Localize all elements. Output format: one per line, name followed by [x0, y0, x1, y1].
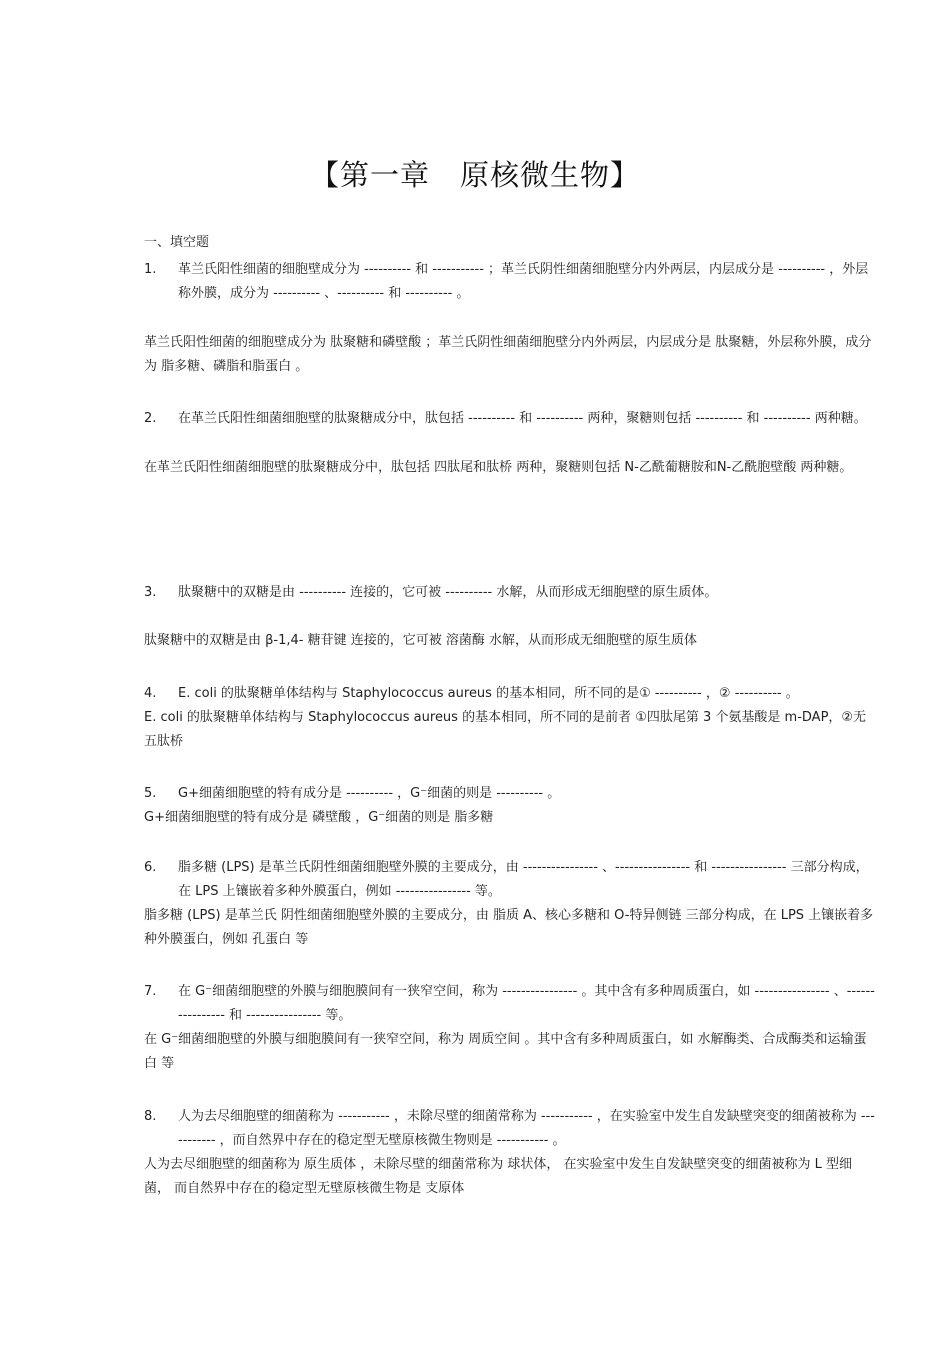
question-text: 脂多糖 (LPS) 是革兰氏阴性细菌细胞壁外膜的主要成分，由 ---------------- 、---------------- 和 ---------------- 三部分构成，在 LPS 上镶嵌着多种外膜蛋白，例如 ---------------- 等。: [178, 860, 869, 899]
question-block-6: [144, 856, 876, 952]
question-block-4: [144, 682, 876, 754]
question-block-2: [144, 407, 876, 480]
question-block-3: [144, 581, 876, 653]
answer-2: 在革兰氏阳性细菌细胞壁的肽聚糖成分中，肽包括 四肽尾和肽桥 两种，聚糖则包括 N-乙酰葡糖胺和N-乙酰胞壁酸 两种糖。: [144, 460, 853, 475]
answer-5: G+细菌细胞壁的特有成分是 磷壁酸 ，G⁻细菌的则是 脂多糖: [144, 810, 494, 825]
question-block-5: [144, 782, 876, 830]
question-block-8: [144, 1105, 876, 1201]
section-label: 一、填空题: [144, 235, 210, 250]
question-text: G+细菌细胞壁的特有成分是 ---------- ，G⁻细菌的则是 ---------- 。: [178, 786, 561, 801]
question-4: [144, 682, 876, 706]
question-3: [144, 581, 876, 605]
chapter-title: 【第一章 原核微生物】: [309, 158, 640, 192]
question-number: 6.: [144, 860, 157, 875]
question-6: [144, 856, 876, 904]
question-8: [144, 1105, 876, 1153]
question-5: [144, 782, 876, 806]
question-text: 革兰氏阳性细菌的细胞壁成分为 ---------- 和 ----------- ；革兰氏阴性细菌细胞壁分内外两层，内层成分是 ---------- ，外层称外膜，成分为 ---------- 、---------- 和 ---------- 。: [178, 262, 869, 301]
answer-1: 革兰氏阳性细菌的细胞壁成分为 肽聚糖和磷壁酸 ；革兰氏阴性细菌细胞壁分内外两层，内层成分是 肽聚糖，外层称外膜，成分为 脂多糖、磷脂和脂蛋白 。: [144, 335, 872, 374]
answer-8: 人为去尽细胞壁的细菌称为 原生质体 ，未除尽壁的细菌常称为 球状体， 在实验室中发生自发缺壁突变的细菌被称为 L 型细菌， 而自然界中存在的稳定型无壁原核微生物是 支原体: [144, 1157, 853, 1196]
question-text: 人为去尽细胞壁的细菌称为 ----------- ，未除尽壁的细菌常称为 ----------- ，在实验室中发生自发缺壁突变的细菌被称为 ----------- ，而自然界中存在的稳定型无壁原核微生物则是 ----------- 。: [178, 1109, 875, 1148]
question-text: 肽聚糖中的双糖是由 ---------- 连接的，它可被 ---------- 水解，从而形成无细胞壁的原生质体。: [178, 585, 718, 600]
question-block-7: [144, 980, 876, 1076]
question-number: 3.: [144, 585, 157, 600]
question-number: 8.: [144, 1109, 157, 1124]
answer-4: E. coli 的肽聚糖单体结构与 Staphylococcus aureus 的基本相同，所不同的是前者 ①四肽尾第 3 个氨基酸是 m-DAP，②无五肽桥: [144, 710, 867, 749]
answer-7: 在 G⁻细菌细胞壁的外膜与细胞膜间有一狭窄空间，称为 周质空间 。其中含有多种周质蛋白，如 水解酶类、合成酶类和运输蛋白 等: [144, 1032, 867, 1071]
question-number: 1.: [144, 262, 157, 277]
question-number: 5.: [144, 786, 157, 801]
answer-3: 肽聚糖中的双糖是由 β-1,4- 糖苷键 连接的，它可被 溶菌酶 水解，从而形成无细胞壁的原生质体: [144, 633, 698, 648]
question-2: [144, 407, 876, 431]
question-number: 4.: [144, 686, 157, 701]
question-1: [144, 258, 876, 306]
question-text: 在革兰氏阳性细菌细胞壁的肽聚糖成分中，肽包括 ---------- 和 ---------- 两种，聚糖则包括 ---------- 和 ---------- 两种糖。: [178, 411, 867, 426]
question-number: 2.: [144, 411, 157, 426]
question-number: 7.: [144, 984, 157, 999]
question-text: E. coli 的肽聚糖单体结构与 Staphylococcus aureus 的基本相同，所不同的是① ---------- ，② ---------- 。: [178, 686, 799, 701]
question-7: [144, 980, 876, 1028]
answer-6: 脂多糖 (LPS) 是革兰氏 阴性细菌细胞壁外膜的主要成分，由 脂质 A、核心多糖和 O-特异侧链 三部分构成，在 LPS 上镶嵌着多种外膜蛋白，例如 孔蛋白 等: [144, 908, 874, 947]
question-text: 在 G⁻细菌细胞壁的外膜与细胞膜间有一狭窄空间，称为 ---------------- 。其中含有多种周质蛋白，如 ---------------- 、---------------- 和 ---------------- 等。: [178, 984, 875, 1023]
question-block-1: [144, 258, 876, 379]
